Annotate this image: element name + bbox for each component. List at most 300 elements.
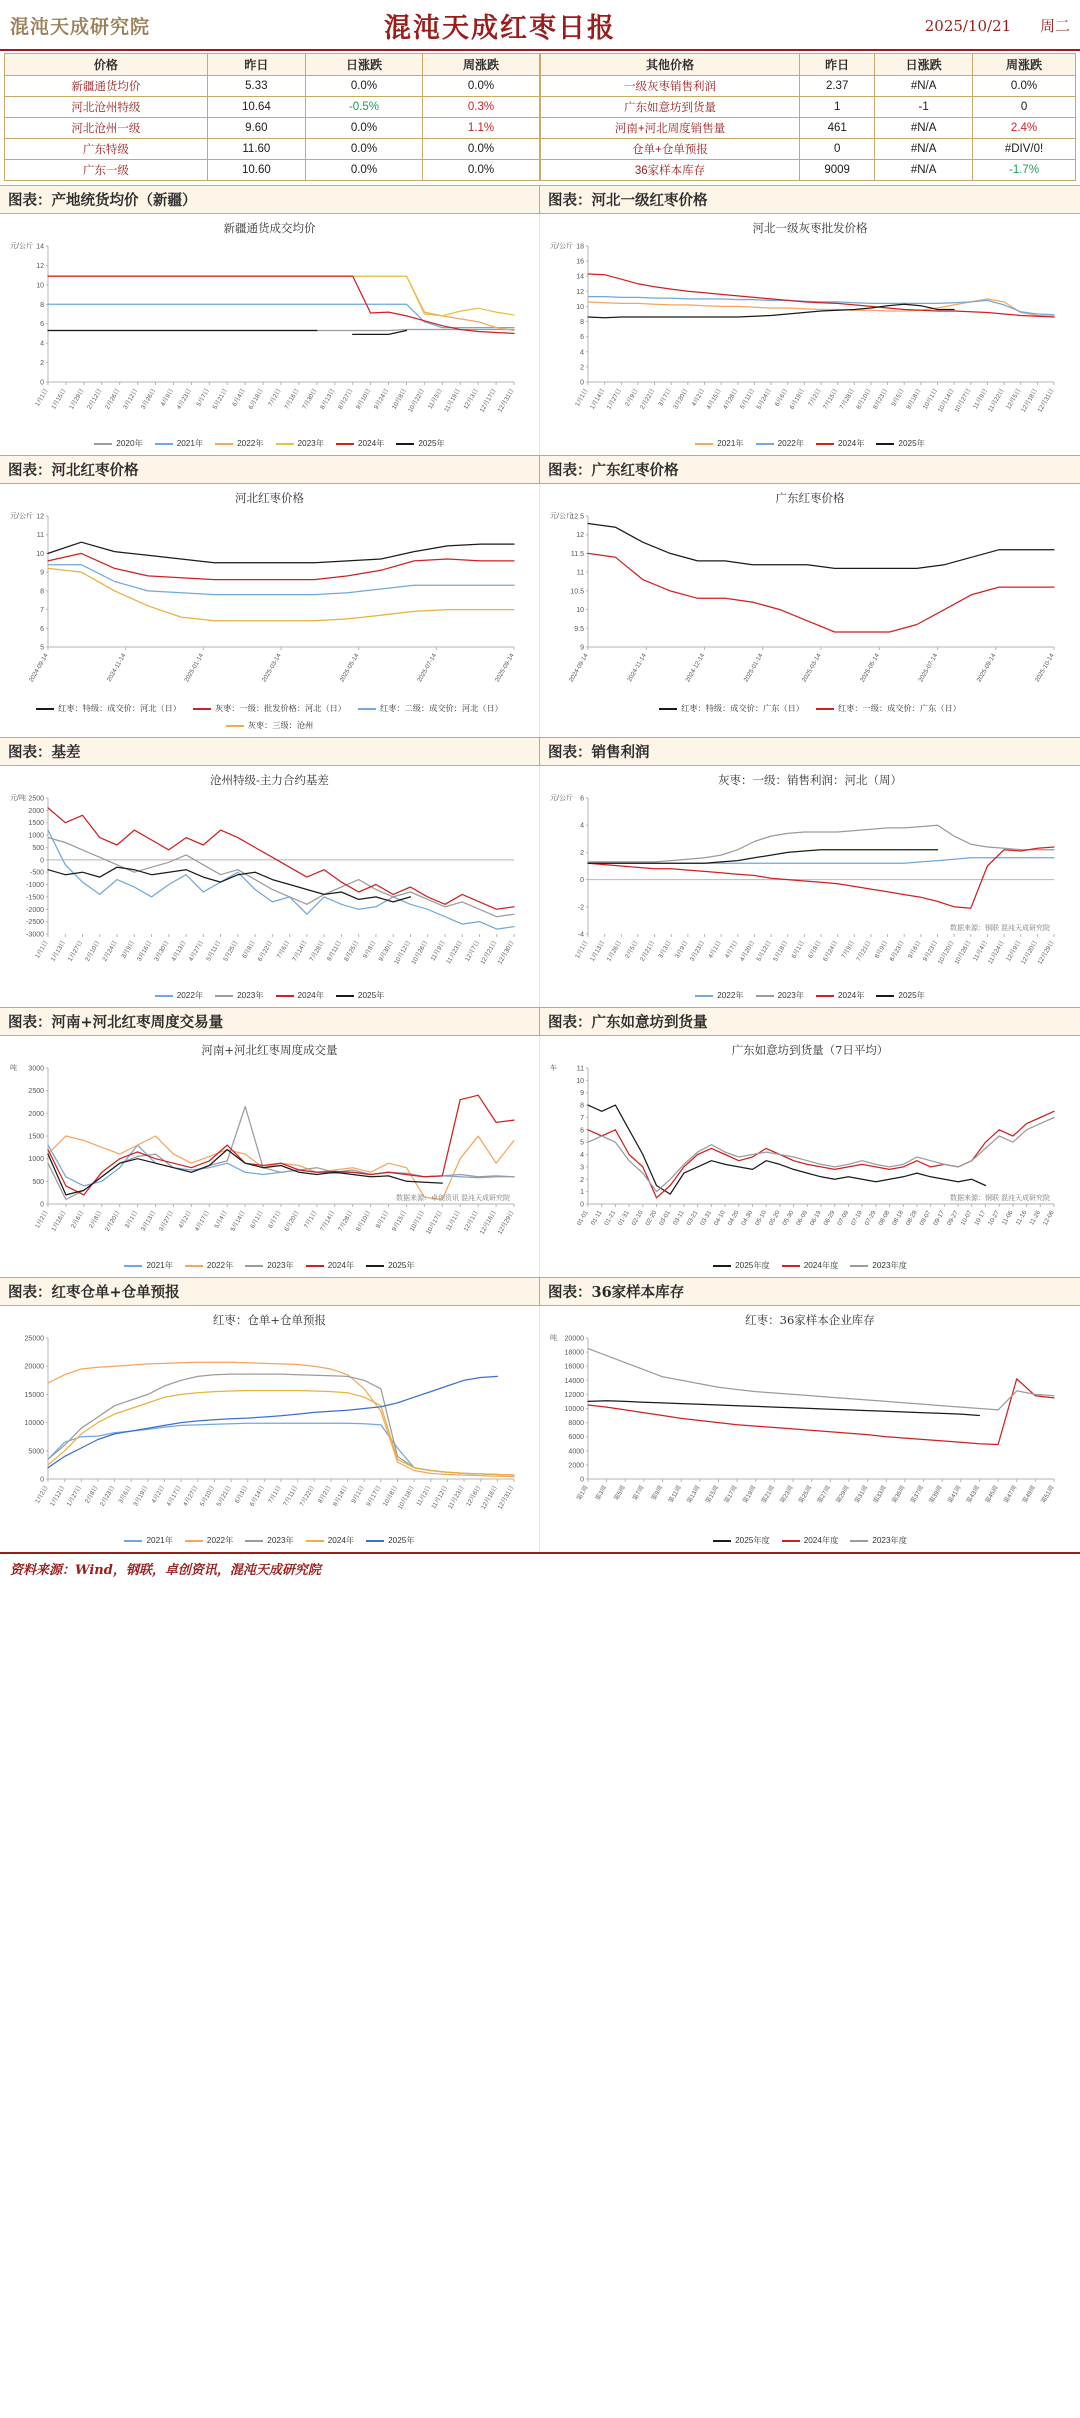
chart-row-2 xyxy=(0,484,1080,737)
svg-text:16: 16 xyxy=(576,258,584,266)
svg-text:11月9日: 11月9日 xyxy=(971,387,990,411)
svg-text:6月22日: 6月22日 xyxy=(256,939,275,963)
series-line xyxy=(588,1379,1054,1445)
svg-text:第47周: 第47周 xyxy=(1002,1484,1019,1505)
svg-text:6: 6 xyxy=(580,334,584,342)
legend-label: 2023年 xyxy=(267,1261,294,1270)
legend-label: 2025年 xyxy=(357,991,385,1000)
legend-swatch xyxy=(276,443,294,445)
chart-svg-profit xyxy=(546,788,1066,988)
row-label: 河北沧州一级 xyxy=(5,118,208,139)
chart-title: 红枣：36家样本企业库存 xyxy=(745,1313,875,1327)
legend-label: 2024年度 xyxy=(803,1536,839,1545)
svg-text:0: 0 xyxy=(40,857,44,865)
svg-text:11月19日: 11月19日 xyxy=(443,387,462,414)
svg-text:2024-11-14: 2024-11-14 xyxy=(105,652,128,684)
svg-text:16000: 16000 xyxy=(564,1363,584,1371)
svg-text:10-27: 10-27 xyxy=(986,1209,1001,1227)
section-label-hebei-grade1: 图表：河北一级红枣价格 xyxy=(540,185,1080,214)
series-line xyxy=(588,524,1054,569)
svg-text:7月1日: 7月1日 xyxy=(267,1484,283,1505)
svg-text:09-27: 09-27 xyxy=(945,1209,960,1227)
svg-text:5月14日: 5月14日 xyxy=(229,1209,247,1233)
svg-text:4: 4 xyxy=(40,340,44,348)
chart-legend xyxy=(6,436,533,453)
svg-text:7: 7 xyxy=(580,1114,584,1122)
svg-text:2500: 2500 xyxy=(28,795,44,803)
chart-cell-sample-inventory xyxy=(540,1306,1080,1552)
svg-text:11月23日: 11月23日 xyxy=(445,939,464,966)
legend-item xyxy=(276,438,324,449)
cell-yesterday: 5.33 xyxy=(207,76,305,97)
legend-item xyxy=(366,1260,414,1271)
legend-label: 2022年 xyxy=(206,1261,234,1270)
svg-text:第15周: 第15周 xyxy=(704,1484,721,1505)
svg-text:01-31: 01-31 xyxy=(616,1209,631,1227)
svg-text:2月12日: 2月12日 xyxy=(86,387,104,411)
svg-text:2025-07-14: 2025-07-14 xyxy=(416,652,439,684)
chart-cell-basis xyxy=(0,766,540,1007)
col-weekly: 周涨跌 xyxy=(973,54,1076,76)
svg-text:12月31日: 12月31日 xyxy=(1036,387,1056,414)
svg-text:第35周: 第35周 xyxy=(890,1484,907,1505)
svg-text:3月9日: 3月9日 xyxy=(120,939,137,960)
legend-item xyxy=(276,990,324,1001)
svg-text:4月2日: 4月2日 xyxy=(690,387,707,408)
legend-item xyxy=(659,703,804,714)
svg-text:4月7日: 4月7日 xyxy=(723,939,740,960)
svg-text:8: 8 xyxy=(40,301,44,309)
chart-cell-warehouse-receipts xyxy=(0,1306,540,1552)
svg-text:05-10: 05-10 xyxy=(753,1209,768,1227)
svg-text:6月1日: 6月1日 xyxy=(790,939,807,960)
svg-text:4月2日: 4月2日 xyxy=(150,1484,167,1505)
svg-text:1月13日: 1月13日 xyxy=(49,939,67,963)
chart-svg-weekly_volume xyxy=(6,1058,526,1258)
legend-swatch xyxy=(193,708,211,710)
svg-text:20000: 20000 xyxy=(24,1363,44,1371)
legend-item xyxy=(695,438,743,449)
svg-text:第33周: 第33周 xyxy=(872,1484,888,1505)
svg-text:第3周: 第3周 xyxy=(594,1484,609,1502)
legend-label: 2021年 xyxy=(146,1261,173,1270)
svg-text:12月29日: 12月29日 xyxy=(1036,939,1056,966)
legend-swatch xyxy=(713,1540,731,1542)
svg-text:7: 7 xyxy=(40,607,44,615)
svg-text:吨: 吨 xyxy=(10,1065,17,1072)
svg-text:11月1日: 11月1日 xyxy=(444,1209,462,1233)
svg-text:2500: 2500 xyxy=(28,1088,44,1096)
svg-text:2: 2 xyxy=(40,360,44,368)
svg-text:3月13日: 3月13日 xyxy=(139,1209,158,1233)
legend-swatch xyxy=(876,443,894,445)
cell-weekly-change: 0.0% xyxy=(973,76,1076,97)
svg-text:车: 车 xyxy=(550,1065,557,1072)
svg-text:12月16日: 12月16日 xyxy=(478,1209,498,1236)
svg-text:3月9日: 3月9日 xyxy=(673,939,690,960)
legend-label: 2022年 xyxy=(176,991,204,1000)
row-label: 一级灰枣销售利润 xyxy=(541,76,800,97)
legend-label: 2021年 xyxy=(176,439,204,448)
svg-text:第27周: 第27周 xyxy=(816,1484,833,1505)
legend-swatch xyxy=(366,1265,384,1267)
svg-text:4月27日: 4月27日 xyxy=(182,1484,200,1508)
svg-text:01-11: 01-11 xyxy=(589,1209,604,1227)
svg-text:5月11日: 5月11日 xyxy=(205,939,223,963)
svg-text:1月27日: 1月27日 xyxy=(65,1484,84,1508)
header-date-block xyxy=(840,15,1070,36)
svg-text:9.5: 9.5 xyxy=(574,625,584,633)
svg-text:第43周: 第43周 xyxy=(965,1484,982,1505)
svg-text:9: 9 xyxy=(40,569,44,577)
svg-text:0: 0 xyxy=(580,1476,584,1484)
svg-text:4月13日: 4月13日 xyxy=(170,939,188,963)
svg-text:4月23日: 4月23日 xyxy=(175,387,194,411)
row-label: 新疆通货均价 xyxy=(5,76,208,97)
svg-text:7月22日: 7月22日 xyxy=(298,1484,317,1508)
chart-legend xyxy=(546,1533,1074,1550)
svg-text:7月28日: 7月28日 xyxy=(838,387,857,411)
cell-daily-change: #N/A xyxy=(875,118,973,139)
svg-text:10: 10 xyxy=(576,303,584,311)
svg-text:9月23日: 9月23日 xyxy=(921,939,940,963)
svg-text:2025-01-14: 2025-01-14 xyxy=(742,652,765,684)
legend-label: 2024年 xyxy=(357,439,385,448)
svg-text:1: 1 xyxy=(580,1189,584,1197)
svg-text:0: 0 xyxy=(580,379,584,387)
svg-text:12月31日: 12月31日 xyxy=(496,387,516,414)
svg-text:20000: 20000 xyxy=(564,1335,584,1343)
legend-label: 灰枣：三级：沧州 xyxy=(247,721,314,730)
svg-text:07-29: 07-29 xyxy=(863,1209,878,1227)
svg-text:12月16日: 12月16日 xyxy=(479,1484,500,1511)
svg-text:0: 0 xyxy=(580,1201,584,1209)
chart-title: 沧州特级-主力合约基差 xyxy=(210,773,329,787)
svg-text:第19周: 第19周 xyxy=(741,1484,758,1505)
svg-text:5月7日: 5月7日 xyxy=(195,387,212,408)
svg-text:-500: -500 xyxy=(29,869,44,877)
legend-item xyxy=(36,703,181,714)
svg-text:6月18日: 6月18日 xyxy=(247,387,265,411)
svg-text:03-01: 03-01 xyxy=(657,1209,672,1227)
svg-text:7月2日: 7月2日 xyxy=(267,387,283,408)
chart-title: 新疆通货成交均价 xyxy=(223,221,316,235)
svg-text:0: 0 xyxy=(40,1476,44,1484)
svg-text:元/吨: 元/吨 xyxy=(10,795,26,802)
series-line xyxy=(48,1374,514,1475)
svg-text:4月15日: 4月15日 xyxy=(705,387,723,411)
legend-item xyxy=(226,720,314,731)
svg-text:12月31日: 12月31日 xyxy=(496,1484,516,1511)
svg-text:-4: -4 xyxy=(577,931,584,939)
chart-cell-hebei-grade1 xyxy=(540,214,1080,455)
svg-text:第23周: 第23周 xyxy=(779,1484,795,1505)
svg-text:2025-03-14: 2025-03-14 xyxy=(800,652,823,684)
series-line xyxy=(588,553,1054,632)
svg-text:10月18日: 10月18日 xyxy=(396,1484,416,1511)
cell-daily-change: 0.0% xyxy=(305,76,422,97)
chart-row-3 xyxy=(0,766,1080,1007)
series-line xyxy=(48,276,514,316)
section-label-weekly-volume: 图表：河南+河北红枣周度交易量 xyxy=(0,1007,540,1036)
legend-item xyxy=(215,438,263,449)
svg-text:12月30日: 12月30日 xyxy=(496,939,516,966)
svg-text:18: 18 xyxy=(576,243,584,251)
chart-legend xyxy=(6,988,533,1005)
col-daily: 日涨跌 xyxy=(305,54,422,76)
chart-cell-profit xyxy=(540,766,1080,1007)
svg-text:吨: 吨 xyxy=(550,1335,557,1342)
svg-text:12月21日: 12月21日 xyxy=(479,939,499,966)
svg-text:2025-09-14: 2025-09-14 xyxy=(975,652,998,684)
svg-text:12月6日: 12月6日 xyxy=(465,1484,483,1508)
legend-label: 2025年 xyxy=(898,991,925,1000)
svg-text:10-17: 10-17 xyxy=(973,1209,988,1227)
svg-text:4: 4 xyxy=(580,822,584,830)
svg-text:6月20日: 6月20日 xyxy=(283,1209,301,1233)
svg-text:1月1日: 1月1日 xyxy=(574,387,590,408)
legend-item xyxy=(713,1535,770,1546)
svg-text:8月13日: 8月13日 xyxy=(319,387,337,411)
svg-text:4月17日: 4月17日 xyxy=(193,1209,212,1233)
report-weekday: 周二 xyxy=(1039,17,1070,35)
legend-swatch xyxy=(155,995,173,997)
svg-text:5月21日: 5月21日 xyxy=(211,387,229,411)
svg-text:5月21日: 5月21日 xyxy=(215,1484,233,1508)
legend-item xyxy=(193,703,346,714)
legend-label: 2022年 xyxy=(206,1536,234,1545)
chart-title: 广东红枣价格 xyxy=(775,491,845,505)
legend-label: 2021年 xyxy=(146,1536,173,1545)
svg-text:10月22日: 10月22日 xyxy=(406,387,427,414)
section-label-sample-inventory: 图表：36家样本库存 xyxy=(540,1277,1080,1306)
svg-text:12月20日: 12月20日 xyxy=(1019,939,1040,966)
section-label-row-5 xyxy=(0,1277,1080,1306)
legend-label: 红枣：一级：成交价：广东（日） xyxy=(838,704,961,713)
svg-text:3月12日: 3月12日 xyxy=(121,387,140,411)
series-line xyxy=(48,1362,514,1476)
legend-swatch xyxy=(366,1540,384,1542)
svg-text:1月2日: 1月2日 xyxy=(34,1484,50,1505)
section-label-row-3 xyxy=(0,737,1080,766)
legend-label: 红枣：特级：成交价：河北（日） xyxy=(58,704,181,713)
svg-text:04-20: 04-20 xyxy=(726,1209,741,1227)
price-tables xyxy=(0,51,1080,185)
section-label-ruyifang: 图表：广东如意坊到货量 xyxy=(540,1007,1080,1036)
svg-text:10月20日: 10月20日 xyxy=(936,939,956,966)
legend-item xyxy=(94,438,142,449)
row-label: 36家样本库存 xyxy=(541,160,800,181)
svg-text:0: 0 xyxy=(40,379,44,387)
svg-text:5: 5 xyxy=(580,1139,584,1147)
svg-text:1月12日: 1月12日 xyxy=(48,1484,67,1508)
legend-swatch xyxy=(336,995,354,997)
svg-text:2月26日: 2月26日 xyxy=(104,387,122,411)
svg-text:03-21: 03-21 xyxy=(685,1209,700,1227)
legend-item xyxy=(245,1535,293,1546)
left-price-table xyxy=(4,53,540,181)
svg-text:07-19: 07-19 xyxy=(849,1209,864,1227)
series-line xyxy=(588,847,1054,908)
legend-label: 红枣：二级：成交价：河北（日） xyxy=(380,704,503,713)
cell-yesterday: 9.60 xyxy=(207,118,305,139)
svg-text:7月6日: 7月6日 xyxy=(275,939,292,960)
svg-text:02-10: 02-10 xyxy=(630,1209,645,1227)
chart-title: 红枣：仓单+仓单预报 xyxy=(212,1313,327,1327)
svg-text:2月8日: 2月8日 xyxy=(83,1484,100,1505)
svg-text:8月11日: 8月11日 xyxy=(325,939,344,963)
right-price-table xyxy=(540,53,1076,181)
svg-text:11月22日: 11月22日 xyxy=(986,387,1006,414)
cell-daily-change: -0.5% xyxy=(305,97,422,118)
legend-swatch xyxy=(850,1540,868,1542)
legend-label: 2022年 xyxy=(237,439,264,448)
svg-text:9: 9 xyxy=(580,1090,584,1098)
cell-yesterday: 461 xyxy=(800,118,875,139)
svg-text:12月1日: 12月1日 xyxy=(462,1209,480,1233)
legend-swatch xyxy=(782,1540,800,1542)
svg-text:1000: 1000 xyxy=(28,832,44,840)
svg-text:3月27日: 3月27日 xyxy=(157,1209,176,1233)
svg-text:9: 9 xyxy=(580,644,584,652)
svg-text:4月1日: 4月1日 xyxy=(707,939,723,960)
svg-text:2: 2 xyxy=(580,849,584,857)
svg-text:12月29日: 12月29日 xyxy=(496,1209,516,1236)
legend-swatch xyxy=(276,995,294,997)
legend-item xyxy=(215,990,263,1001)
svg-text:11月5日: 11月5日 xyxy=(426,387,445,411)
svg-text:11月4日: 11月4日 xyxy=(971,939,990,963)
legend-label: 2025年 xyxy=(388,1261,415,1270)
svg-text:2025-03-14: 2025-03-14 xyxy=(260,652,283,684)
chart-legend xyxy=(546,988,1074,1005)
svg-text:8月25日: 8月25日 xyxy=(342,939,361,963)
legend-item xyxy=(816,438,864,449)
svg-text:7月2日: 7月2日 xyxy=(807,387,823,408)
svg-text:2025-05-14: 2025-05-14 xyxy=(859,652,881,684)
svg-text:第11周: 第11周 xyxy=(667,1484,683,1505)
section-label-row-1 xyxy=(0,185,1080,214)
cell-weekly-change: 0.3% xyxy=(422,97,539,118)
svg-text:-2000: -2000 xyxy=(26,906,44,914)
svg-text:01-01: 01-01 xyxy=(575,1209,590,1227)
svg-text:6月4日: 6月4日 xyxy=(231,387,247,408)
svg-text:7月16日: 7月16日 xyxy=(283,387,301,411)
legend-swatch xyxy=(756,443,774,445)
legend-swatch xyxy=(226,725,244,727)
chart-svg-xinjiang_avg xyxy=(6,236,526,436)
svg-text:6月24日: 6月24日 xyxy=(821,939,840,963)
svg-text:1000: 1000 xyxy=(28,1156,44,1164)
svg-text:元/公斤: 元/公斤 xyxy=(550,795,573,802)
table-row xyxy=(5,97,540,118)
svg-text:2024-12-14: 2024-12-14 xyxy=(684,652,707,684)
svg-text:11月12日: 11月12日 xyxy=(430,1484,450,1511)
svg-text:9月17日: 9月17日 xyxy=(365,1484,383,1508)
svg-text:11月9日: 11月9日 xyxy=(429,939,447,963)
svg-text:9月5日: 9月5日 xyxy=(890,387,906,408)
svg-text:9月18日: 9月18日 xyxy=(905,387,923,411)
svg-text:8月9日: 8月9日 xyxy=(873,939,890,960)
cell-daily-change: #N/A xyxy=(875,160,973,181)
section-label-row-4 xyxy=(0,1007,1080,1036)
table-row xyxy=(5,118,540,139)
svg-text:2月23日: 2月23日 xyxy=(98,1484,117,1508)
row-label: 广东一级 xyxy=(5,160,208,181)
legend-item xyxy=(155,438,203,449)
svg-text:-2500: -2500 xyxy=(26,919,44,927)
row-label: 仓单+仓单预报 xyxy=(541,139,800,160)
svg-text:-2: -2 xyxy=(577,904,584,912)
chart-title: 河北红枣价格 xyxy=(235,491,304,505)
chart-cell-xinjiang-avg xyxy=(0,214,540,455)
legend-item xyxy=(713,1260,770,1271)
cell-yesterday: 10.60 xyxy=(207,160,305,181)
svg-text:08-08: 08-08 xyxy=(877,1209,892,1227)
legend-item xyxy=(155,990,203,1001)
svg-text:4月27日: 4月27日 xyxy=(187,939,206,963)
svg-text:2月24日: 2月24日 xyxy=(101,939,119,963)
svg-text:14000: 14000 xyxy=(564,1377,584,1385)
svg-text:6: 6 xyxy=(40,625,44,633)
svg-text:0: 0 xyxy=(580,877,584,885)
svg-text:第29周: 第29周 xyxy=(834,1484,851,1505)
legend-label: 2024年 xyxy=(297,991,324,1000)
svg-text:元/公斤: 元/公斤 xyxy=(550,513,573,520)
legend-swatch xyxy=(215,995,233,997)
legend-swatch xyxy=(336,443,354,445)
series-line xyxy=(48,276,514,330)
chart-cell-ruyifang xyxy=(540,1036,1080,1277)
svg-text:1月1日: 1月1日 xyxy=(574,939,590,960)
chart-legend xyxy=(546,701,1074,718)
svg-text:01-21: 01-21 xyxy=(603,1209,618,1227)
col-yesterday: 昨日 xyxy=(207,54,305,76)
svg-text:11: 11 xyxy=(36,532,44,540)
legend-item xyxy=(185,1260,233,1271)
cell-daily-change: #N/A xyxy=(875,76,973,97)
svg-text:3月23日: 3月23日 xyxy=(688,939,707,963)
svg-text:第25周: 第25周 xyxy=(797,1484,814,1505)
svg-text:10月1日: 10月1日 xyxy=(408,1209,427,1233)
chart-svg-warehouse_receipts xyxy=(6,1328,526,1533)
svg-text:1月27日: 1月27日 xyxy=(605,387,624,411)
cell-weekly-change: 0 xyxy=(973,97,1076,118)
svg-text:03-11: 03-11 xyxy=(671,1209,686,1227)
svg-text:15000: 15000 xyxy=(24,1391,44,1399)
svg-text:元/公斤: 元/公斤 xyxy=(10,243,33,250)
svg-text:10: 10 xyxy=(576,1077,584,1085)
legend-swatch xyxy=(816,443,834,445)
page-header xyxy=(0,0,1080,51)
svg-text:08-28: 08-28 xyxy=(904,1209,919,1227)
svg-text:1月26日: 1月26日 xyxy=(605,939,624,963)
legend-item xyxy=(782,1260,839,1271)
svg-text:7月14日: 7月14日 xyxy=(319,1209,337,1233)
svg-text:8月2日: 8月2日 xyxy=(316,1484,333,1505)
svg-text:5月10日: 5月10日 xyxy=(198,1484,217,1508)
svg-text:12月18日: 12月18日 xyxy=(1019,387,1040,414)
svg-text:元/公斤: 元/公斤 xyxy=(550,243,573,250)
svg-text:1月13日: 1月13日 xyxy=(588,939,607,963)
legend-swatch xyxy=(155,443,173,445)
legend-swatch xyxy=(245,1540,263,1542)
svg-text:第7周: 第7周 xyxy=(631,1484,646,1502)
svg-text:7月21日: 7月21日 xyxy=(855,939,873,963)
series-line xyxy=(588,825,1054,862)
legend-label: 2024年 xyxy=(838,991,865,1000)
svg-text:6: 6 xyxy=(580,795,584,803)
